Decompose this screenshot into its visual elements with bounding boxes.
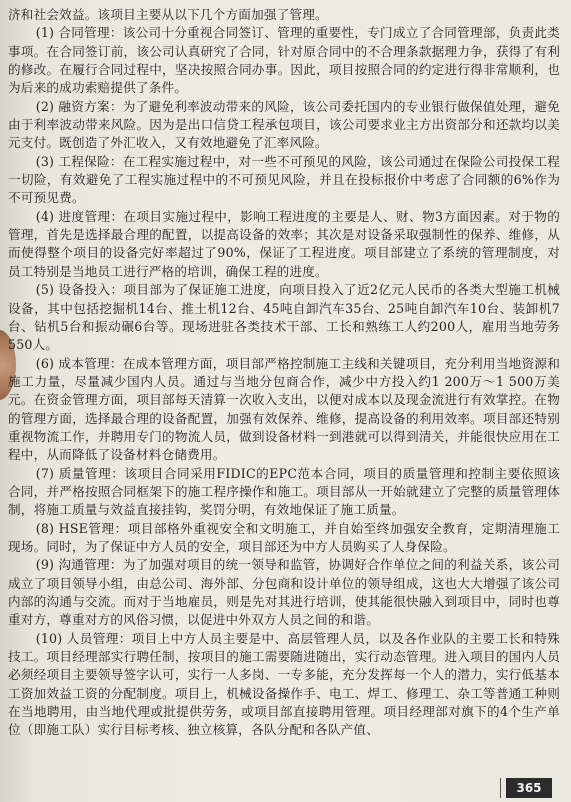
paragraph-hse: (8) HSE管理：项目部格外重视安全和文明施工，并自始至终加强安全教育，定期清理施工现场。同时，为了保证中方人员的安全，项目部还为中方人员购买了人身保险。 [8,520,560,554]
body-text [8,6,560,740]
paragraph-contract-management: (1) 合同管理：该公司十分重视合同签订、管理的重要性，专门成立了合同管理部，负责此类事项。在合同签订前，该公司认真研究了合同，针对原合同中的不合理条款据理力争，获得了有利的修改。在履行合同过程中，坚决按照合同办事。因此，项目按照合同的约定进行得非常顺利，也为后来的成功索赔提供了条件。 [8,25,560,96]
paragraph-equipment: (5) 设备投入：项目部为了保证施工进度，向项目投入了近2亿元人民币的各类大型施工机械设备，其中包括挖掘机14台、推土机12台、45吨自卸汽车35台、25吨自卸汽车10台、装卸机7台、钻机5台和振动碾6台等。现场进驻各类技术干部、工长和熟练工人约200人，雇用当地劳务550人。 [8,282,560,353]
footer-divider [500,778,501,798]
page-footer [0,778,571,802]
paragraph-communication: (9) 沟通管理：为了加强对项目的统一领导和监管，协调好合作单位之间的利益关系，该公司成立了项目领导小组，由总公司、海外部、分包商和设计单位的领导组成，这也大大增强了该公司内部的沟通与交流。而对于当地雇员，则是先对其进行培训，使其能很快融入到项目中，同时也尊重对方，尊重对方的风俗习惯，以促进中外双方人员之间的和谐。 [8,557,560,628]
paragraph-cost: (6) 成本管理：在成本管理方面，项目部严格控制施工主线和关键项目，充分利用当地资源和施工力量，尽量减少国内人员。通过与当地分包商合作，减少中方投入约1 200万～1 500万美元。在资金管理方面，项目部每天清算一次收入支出，以便对成本以及现金流进行有效掌控。在物的管理方面，选择最合理的设备配置，加强有效保养、维修，提高设备的利用效率。项目部还特别重视物流工作，并聘用专门的物流人员，做到设备材料一到港就可以得到清关，并能很快应用在工程中，从而降低了设备材料仓储费用。 [8,355,560,463]
page-number: 365 [506,778,552,798]
paragraph-personnel: (10) 人员管理：项目上中方人员主要是中、高层管理人员，以及各作业队的主要工长和特殊技工。项目经理部实行聘任制，按项目的施工需要随进随出，实行动态管理。进入项目的国内人员必须经项目主要领导签字认可，实行一人多岗、一专多能，充分发挥每一个人的潜力，实行低基本工资加效益工资的分配制度。项目上，机械设备操作手、电工、焊工、修理工、杂工等普通工种则在当地聘用，由当地代理或批提供劳务，或项目部直接聘用管理。项目经理部对旗下的4个生产单位（即施工队）实行目标考核、独立核算，各队分配和各队产值、 [8,630,560,738]
paragraph-insurance: (3) 工程保险：在工程实施过程中，对一些不可预见的风险，该公司通过在保险公司投保工程一切险，有效避免了工程实施过程中的不可预见风险，并且在投标报价中考虑了合同额的6%作为不可预见费。 [8,153,560,206]
paragraph-continuation: 济和社会效益。该项目主要从以下几个方面加强了管理。 [8,7,328,22]
paragraph-schedule: (4) 进度管理：在项目实施过程中，影响工程进度的主要是人、财、物3方面因素。对于物的管理，首先是选择最合理的配置，以提高设备的效率；其次是对设备采取强制性的保养、维修，从而使得整个项目的设备完好率超过了90%，保证了工程进度。项目部建立了系统的管理制度，对员工特别是当地员工进行严格的培训，确保工程的进度。 [8,208,560,279]
paragraph-quality: (7) 质量管理：该项目合同采用FIDIC的EPC范本合同，项目的质量管理和控制主要依照该合同，并严格按照合同框架下的施工程序操作和施工。项目部从一开始就建立了完整的质量管理体制，将施工质量与效益直接挂钩，奖罚分明，有效地保证了施工质量。 [8,465,560,518]
paragraph-financing: (2) 融资方案：为了避免利率波动带来的风险，该公司委托国内的专业银行做保值处理，避免由于利率波动带来风险。因为是出口信贷工程承包项目，该公司要求业主方出资部分和还款均以美元支付。既创造了外汇收入，又有效地避免了汇率风险。 [8,98,560,151]
